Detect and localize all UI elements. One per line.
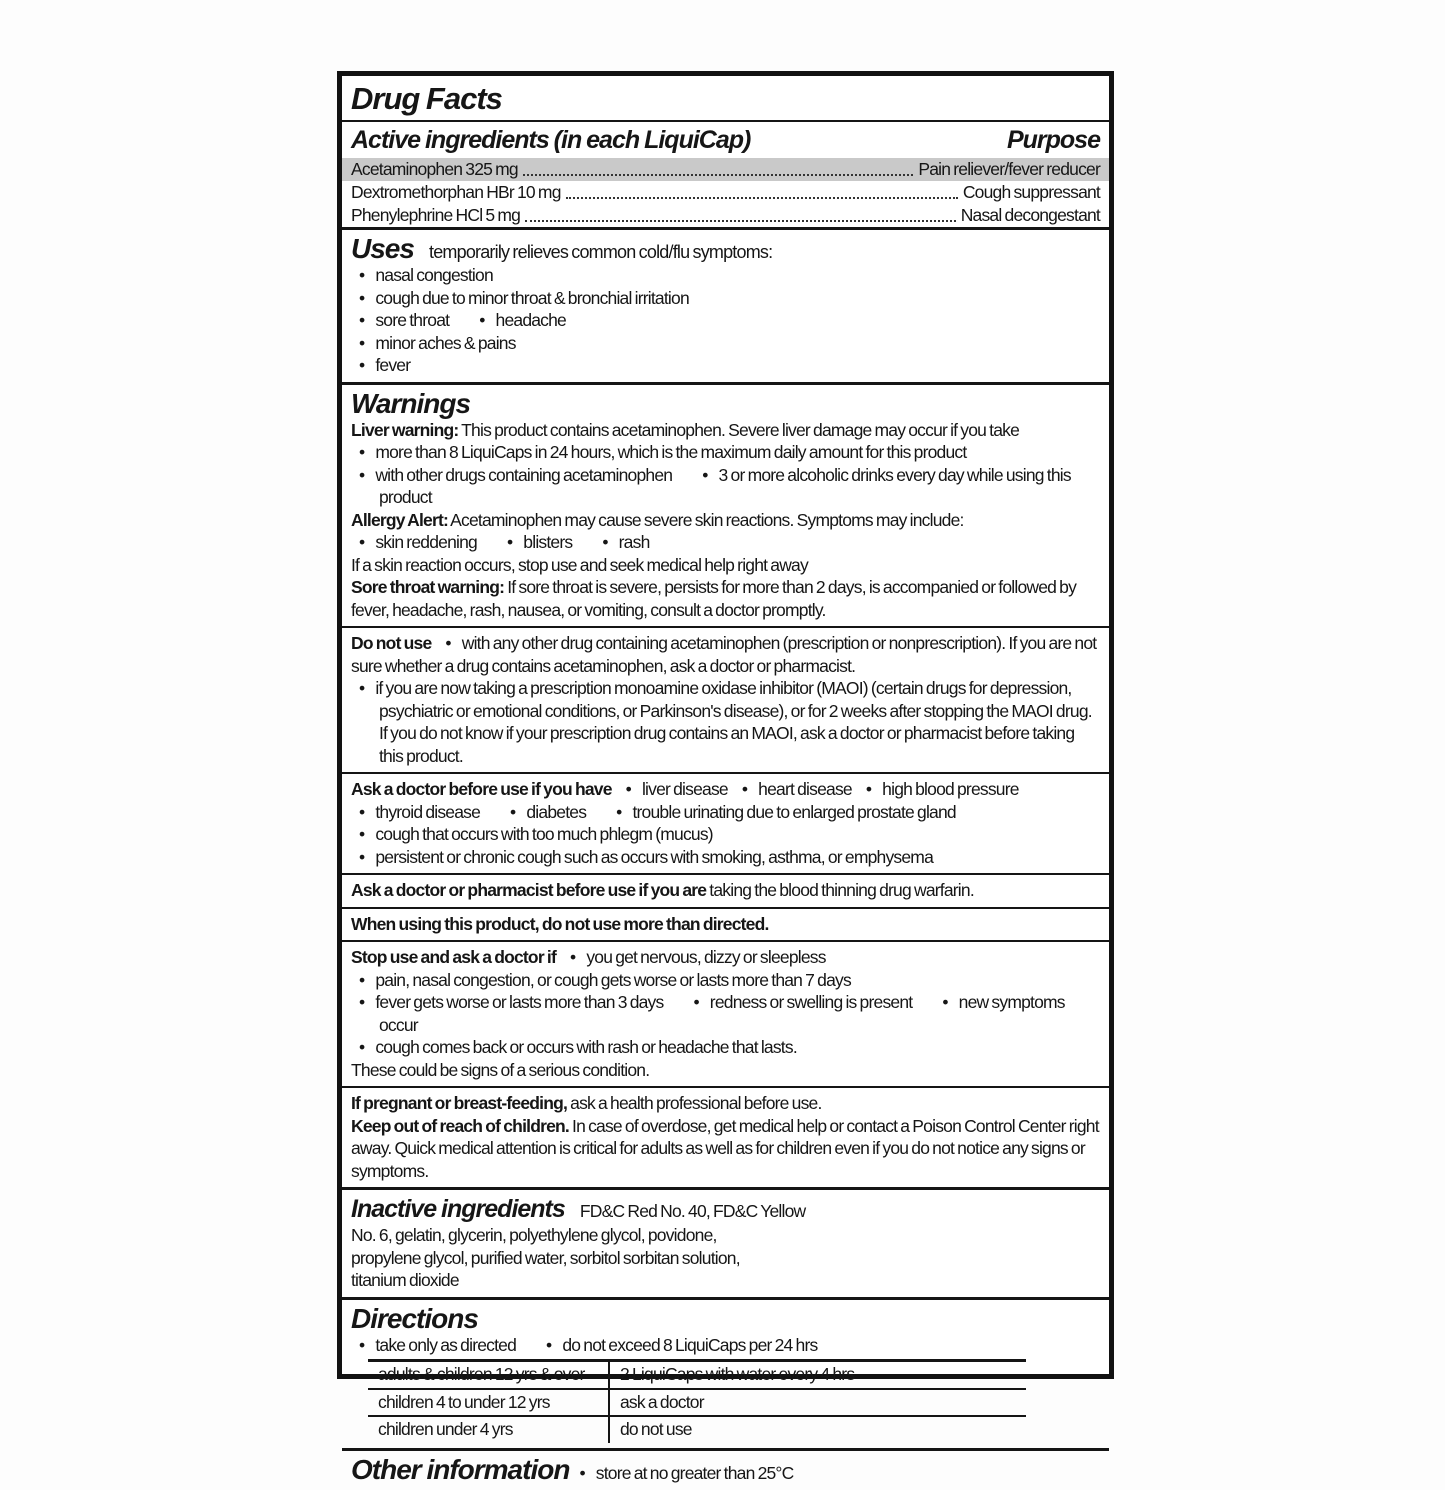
warning-bullet-line: [351, 441, 1100, 464]
other-information-section: [351, 1451, 1100, 1490]
keep-out-of-reach-text: In case of overdose, get medical help or contact a Poison Control Center right away. Quick medical attention is critical for adults as well as for children even if you do not notice any signs or symptoms.: [351, 1115, 1099, 1181]
pregnancy-text: ask a health professional before use.: [570, 1093, 822, 1113]
sore-throat-warning: [351, 576, 1100, 621]
table-row: [368, 1416, 1026, 1443]
warning-bullet-line: [351, 677, 1100, 767]
allergy-alert-label: Allergy Alert:: [351, 509, 449, 530]
ingredient-row: [342, 158, 1109, 181]
warning-bullet: • persistent or chronic cough such as occurs with smoking, asthma, or emphysema: [359, 847, 933, 867]
drug-facts-title: Drug Facts: [351, 81, 502, 116]
warning-bullet-line: [351, 846, 1100, 869]
table-row: [368, 1361, 1026, 1389]
warning-bullet-line: [351, 969, 1100, 992]
ingredient-name: Dextromethorphan HBr 10 mg: [351, 182, 561, 202]
uses-bullet-line: [351, 264, 1100, 287]
table-row: [368, 1389, 1026, 1417]
sore-throat-warning-label: Sore throat warning:: [351, 577, 505, 597]
warning-bullet-line: [351, 801, 1100, 824]
warnings-title: Warnings: [351, 387, 471, 419]
leader-dots: [523, 174, 914, 176]
warnings-section: [351, 385, 1100, 627]
uses-title: Uses: [351, 233, 414, 264]
ask-doctor-section: [351, 774, 1100, 873]
warning-bullet: • pain, nasal congestion, or cough gets worse or lasts more than 7 days: [359, 970, 851, 990]
leader-dots: [525, 220, 956, 222]
ask-pharmacist-section: [351, 875, 1100, 907]
uses-bullet-line: [351, 287, 1100, 310]
condition: • heart disease: [728, 779, 852, 799]
uses-section: [351, 230, 1100, 382]
liver-warning-text: This product contains acetaminophen. Severe liver damage may occur if you take: [461, 419, 1020, 440]
dosage-table: [368, 1359, 1026, 1443]
inactive-ingredients-section: [351, 1190, 1100, 1297]
warning-bullet-line: [351, 991, 1100, 1036]
liver-warning-label: Liver warning:: [351, 419, 459, 440]
warning-bullet: • more than 8 LiquiCaps in 24 hours, which is the maximum daily amount for this product: [359, 442, 966, 462]
warning-bullet: • with other drugs containing acetaminophen: [359, 465, 672, 485]
stop-use-footer: These could be signs of a serious condition.: [351, 1059, 650, 1080]
purpose-heading: Purpose: [1006, 126, 1100, 154]
warning-bullet: • thyroid disease: [359, 802, 480, 822]
warning-bullet: • rash: [602, 532, 649, 552]
warning-bullet-line: [351, 823, 1100, 846]
ingredient-purpose: Nasal decongestant: [960, 205, 1100, 225]
age-group-cell: adults & children 12 yrs & over: [368, 1361, 609, 1389]
uses-bullet: • fever: [359, 355, 410, 375]
ask-doctor-label: Ask a doctor before use if you have: [351, 779, 612, 799]
warning-bullet: • blisters: [507, 532, 572, 552]
ingredient-name: Phenylephrine HCl 5 mg: [351, 205, 521, 225]
do-not-use-section: [351, 628, 1100, 772]
warning-bullet: • cough that occurs with too much phlegm (mucus): [359, 824, 713, 844]
warning-bullet-line: [351, 1036, 1100, 1059]
do-not-use-text: • with any other drug containing acetaminophen (prescription or nonprescription). If you are not sure whether a drug contains acetaminophen, ask a doctor or pharmacist.: [351, 633, 1096, 676]
ingredient-name: Acetaminophen 325 mg: [351, 159, 518, 179]
pregnancy-section: [351, 1088, 1100, 1187]
warning-bullet: • new symptoms occur: [379, 992, 1065, 1035]
ask-pharmacist-label: Ask a doctor or pharmacist before use if you are: [351, 880, 707, 900]
uses-intro: temporarily relieves common cold/flu symptoms:: [429, 242, 773, 262]
ingredient-row: [342, 204, 1109, 227]
inactive-ingredients-line: propylene glycol, purified water, sorbitol sorbitan solution,: [351, 1247, 740, 1268]
uses-bullet: • minor aches & pains: [359, 333, 516, 353]
ask-pharmacist-text: taking the blood thinning drug warfarin.: [709, 880, 974, 900]
warning-bullet: • if you are now taking a prescription monoamine oxidase inhibitor (MAOI) (certain drugs for depression, psychiatric or emotional conditions, or Parkinson's disease), or for 2 weeks after stopping the MAOI drug. If you do not know if your prescription drug contains an MAOI, ask a doctor or pharmacist before taking this product.: [359, 678, 1092, 766]
ingredient-purpose: Cough suppressant: [962, 182, 1100, 202]
condition: • high blood pressure: [852, 779, 1019, 799]
directions-bullet: • take only as directed: [359, 1335, 516, 1355]
age-group-cell: children 4 to under 12 yrs: [368, 1389, 609, 1417]
warning-bullet-line: [351, 531, 1100, 554]
do-not-use-label: Do not use: [351, 633, 432, 653]
when-using-section: [351, 909, 1100, 941]
stop-use-text: • you get nervous, dizzy or sleepless: [556, 947, 826, 967]
uses-bullet-line: [351, 309, 1100, 332]
drug-facts-label: [337, 71, 1114, 1485]
warning-bullet-line: [351, 464, 1100, 509]
warning-bullet: • trouble urinating due to enlarged prostate gland: [616, 802, 956, 822]
inactive-ingredients-text: FD&C Red No. 40, FD&C Yellow: [579, 1201, 806, 1221]
uses-bullet: • sore throat: [359, 310, 449, 330]
skin-reaction-note: If a skin reaction occurs, stop use and seek medical help right away: [351, 554, 808, 575]
storage-note: • store at no greater than 25°C: [569, 1463, 793, 1483]
ingredient-purpose: Pain reliever/fever reducer: [918, 159, 1100, 179]
uses-bullet-line: [351, 354, 1100, 377]
warning-bullet: • 3 or more alcoholic drinks every day while using this product: [379, 465, 1071, 508]
inactive-ingredients-line: titanium dioxide: [351, 1270, 459, 1290]
stop-use-label: Stop use and ask a doctor if: [351, 947, 556, 967]
uses-bullet-line: [351, 332, 1100, 355]
uses-bullet: • nasal congestion: [359, 265, 493, 285]
warning-bullet: • diabetes: [510, 802, 586, 822]
ingredient-row: [342, 181, 1109, 204]
inactive-ingredients-title: Inactive ingredients: [351, 1195, 565, 1223]
active-ingredients-heading: Active ingredients (in each LiquiCap): [351, 126, 751, 154]
keep-out-of-reach-label: Keep out of reach of children.: [351, 1115, 569, 1136]
warning-bullet: • redness or swelling is present: [693, 992, 912, 1012]
dose-cell: ask a doctor: [609, 1389, 1026, 1417]
active-ingredients-header: [351, 122, 1100, 158]
uses-bullet: • cough due to minor throat & bronchial irritation: [359, 288, 689, 308]
liver-warning: [351, 419, 1100, 442]
inactive-ingredients-line: No. 6, gelatin, glycerin, polyethylene glycol, povidone,: [351, 1225, 717, 1245]
warning-bullet: • cough comes back or occurs with rash or headache that lasts.: [359, 1037, 797, 1057]
uses-bullet: • headache: [479, 310, 566, 330]
directions-bullet: • do not exceed 8 LiquiCaps per 24 hrs: [546, 1335, 817, 1355]
warning-bullet: • fever gets worse or lasts more than 3 days: [359, 992, 663, 1012]
warning-bullet: • skin reddening: [359, 532, 477, 552]
allergy-alert: [351, 509, 1100, 532]
when-using-text: When using this product, do not use more than directed.: [351, 913, 769, 934]
directions-bullet-line: [351, 1334, 1100, 1357]
directions-section: [351, 1300, 1100, 1448]
directions-title: Directions: [351, 1302, 478, 1334]
condition: • liver disease: [612, 779, 728, 799]
dose-cell: 2 LiquiCaps with water every 4 hrs: [609, 1361, 1026, 1389]
stop-use-section: [351, 942, 1100, 1086]
age-group-cell: children under 4 yrs: [378, 1419, 513, 1439]
pregnancy-label: If pregnant or breast-feeding,: [351, 1093, 568, 1113]
allergy-alert-text: Acetaminophen may cause severe skin reactions. Symptoms may include:: [450, 509, 964, 530]
sore-throat-warning-text: If sore throat is severe, persists for more than 2 days, is accompanied or followed by fever, headache, rash, nausea, or vomiting, consult a doctor promptly.: [351, 577, 1077, 620]
dose-cell: do not use: [609, 1416, 1026, 1443]
leader-dots: [566, 197, 958, 199]
other-information-title: Other information: [351, 1453, 570, 1485]
